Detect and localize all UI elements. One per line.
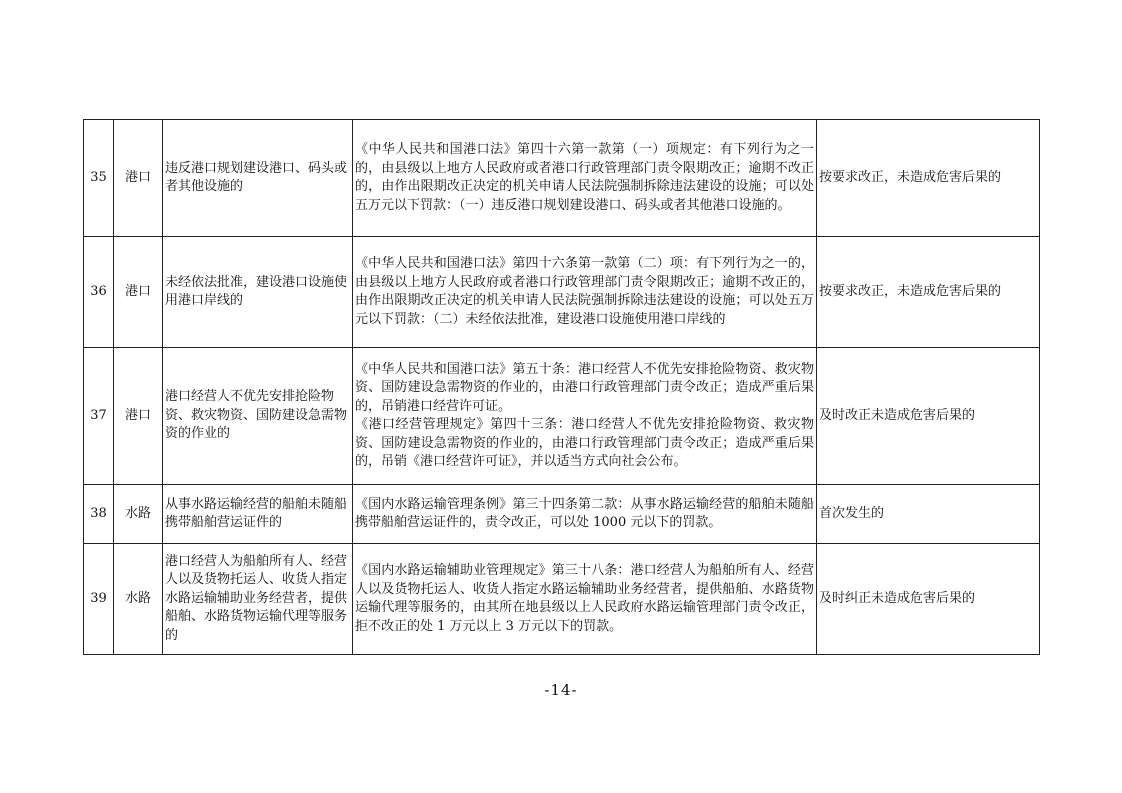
violation-cell: 港口经营人为船舶所有人、经营人以及货物托运人、收货人指定水路运输辅助业务经营者，提供船舶、水路货物运输代理等服务的 (163, 544, 353, 655)
category-cell: 水路 (114, 485, 163, 544)
violation-cell: 港口经营人不优先安排抢险物资、救灾物资、国防建设急需物资的作业的 (163, 348, 353, 485)
category-cell: 港口 (114, 348, 163, 485)
page-number: -14- (544, 681, 578, 699)
category-cell: 港口 (114, 120, 163, 237)
row-number: 38 (84, 485, 114, 544)
condition-cell: 及时纠正未造成危害后果的 (817, 544, 1040, 655)
condition-cell: 按要求改正，未造成危害后果的 (817, 120, 1040, 237)
row-number: 35 (84, 120, 114, 237)
row-number: 37 (84, 348, 114, 485)
legal-basis-cell: 《中华人民共和国港口法》第四十六条第一款第（二）项：有下列行为之一的，由县级以上地方人民政府或者港口行政管理部门责令限期改正；逾期不改正的，由作出限期改正决定的机关申请人民法院强制拆除违法建设的设施；可以处五万元以下罚款：（二）未经依法批准，建设港口设施使用港口岸线的 (353, 237, 817, 348)
table-row (84, 544, 1040, 655)
condition-cell: 首次发生的 (817, 485, 1040, 544)
row-number: 36 (84, 237, 114, 348)
table-row (84, 120, 1040, 237)
table-row (84, 485, 1040, 544)
legal-basis-cell: 《国内水路运输管理条例》第三十四条第二款：从事水路运输经营的船舶未随船携带船舶营运证件的，责令改正，可以处 1000 元以下的罚款。 (353, 485, 817, 544)
legal-basis-cell: 《国内水路运输辅助业管理规定》第三十八条：港口经营人为船舶所有人、经营人以及货物托运人、收货人指定水路运输辅助业务经营者，提供船舶、水路货物运输代理等服务的，由其所在地县级以上人民政府水路运输管理部门责令改正，拒不改正的处 1 万元以上 3 万元以下的罚款。 (353, 544, 817, 655)
violation-cell: 违反港口规划建设港口、码头或者其他设施的 (163, 120, 353, 237)
condition-cell: 按要求改正，未造成危害后果的 (817, 237, 1040, 348)
category-cell: 水路 (114, 544, 163, 655)
violation-cell: 未经依法批准，建设港口设施使用港口岸线的 (163, 237, 353, 348)
legal-basis-cell: 《中华人民共和国港口法》第五十条：港口经营人不优先安排抢险物资、救灾物资、国防建设急需物资的作业的，由港口行政管理部门责令改正；造成严重后果的，吊销港口经营许可证。 《港口经营管理规定》第四十三条：港口经营人不优先安排抢险物资、救灾物资、国防建设急需物资的作业的，由港口行政管理部门责令改正；造成严重后果的，吊销《港口经营许可证》，并以适当方式向社会公布。 (353, 348, 817, 485)
table-row (84, 348, 1040, 485)
row-number: 39 (84, 544, 114, 655)
category-cell: 港口 (114, 237, 163, 348)
table-row (84, 237, 1040, 348)
penalty-exemption-table (83, 119, 1040, 655)
condition-cell: 及时改正未造成危害后果的 (817, 348, 1040, 485)
violation-cell: 从事水路运输经营的船舶未随船携带船舶营运证件的 (163, 485, 353, 544)
legal-basis-cell: 《中华人民共和国港口法》第四十六第一款第（一）项规定：有下列行为之一的，由县级以上地方人民政府或者港口行政管理部门责令限期改正；逾期不改正的，由作出限期改正决定的机关申请人民法院强制拆除违法建设的设施；可以处五万元以下罚款：（一）违反港口规划建设港口、码头或者其他港口设施的。 (353, 120, 817, 237)
